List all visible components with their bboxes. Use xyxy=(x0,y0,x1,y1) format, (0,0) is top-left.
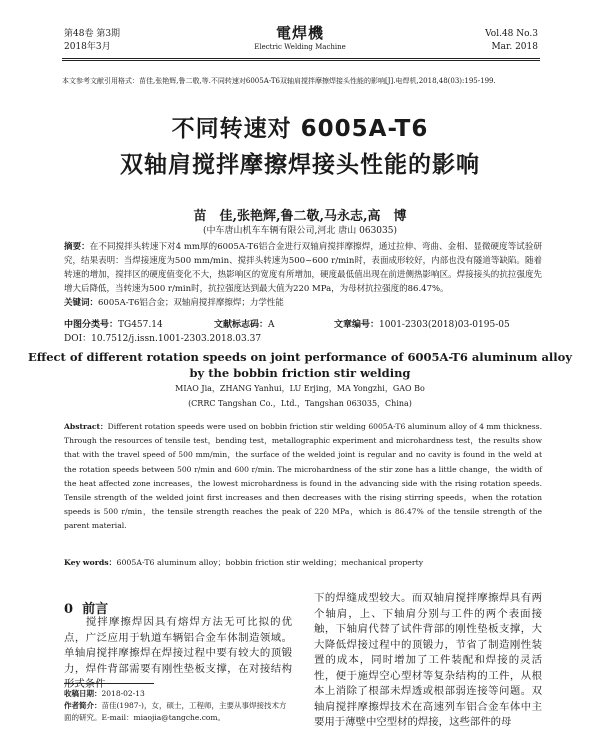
authors-cn: 苗 佳,张艳辉,鲁二敬,马永志,高 博 xyxy=(193,209,407,224)
body-left-text: 搅拌摩擦焊因具有熔焊方法无可比拟的优点，广泛应用于轨道车辆铝合金车体制造领域。单轴肩搅拌摩擦焊在焊接过程中要有较大的顶锻力，焊件背部需要有刚性垫板支撑，在对接结构形式条件 xyxy=(64,616,292,690)
received-date: 2018-02-13 xyxy=(101,689,145,698)
title-cn-line2: 双轴肩搅拌摩擦焊接头性能的影响 xyxy=(120,152,480,178)
citation-format: 本文参考文献引用格式：苗佳,张艳辉,鲁二敬,等.不同转速对6005A-T6双轴肩搅拌摩擦焊接头性能的影响[J].电焊机,2018,48(03):195-199. xyxy=(62,77,496,85)
author-bio: 苗佳(1987-)，女，硕士，工程师，主要从事焊接技术方面的研究。E-mail：miaojia@tangche.com。 xyxy=(64,701,287,722)
body-column-left xyxy=(64,615,292,693)
abstract-en xyxy=(64,420,542,534)
doc-code-label: 文献标志码： xyxy=(214,320,269,330)
header-rule xyxy=(62,58,540,59)
article-number-label: 文章编号： xyxy=(334,320,380,330)
body-column-right xyxy=(314,591,542,731)
journal-name-en: Electric Welding Machine xyxy=(254,43,346,51)
header-date-cn: 2018年3月 xyxy=(64,42,111,52)
header-date-en: Mar. 2018 xyxy=(491,42,538,52)
keywords-cn-label: 关键词： xyxy=(64,298,99,308)
abstract-en-label: Abstract： xyxy=(64,422,108,431)
abstract-en-text: Different rotation speeds were used on bobbin friction stir welding 6005A-T6 aluminum alloy of 4 mm thickness. Through the resources of tensile test，bending test，metallographic experiment and microhardness test，the results show that with the travel speed of 500 mm/min，the surface of the welded joint is regular and no cavity is found in the weld at the rotation speeds between 500 r/min and 600 r/min. The microhardness of the stir zone has a little change，the width of the heat affected zone increases，the lowest microhardness is found in the advancing side with the rising rotation speeds. Tensile strength of the welded joint first increases and then decreases with the rising stirring speeds，when the rotation speeds is 500 r/min，the tensile strength reaches the peak of 220 MPa，which is 86.47% of the tensile strength of the parent material. xyxy=(64,422,542,531)
abstract-cn xyxy=(64,240,542,310)
keywords-en-text: 6005A-T6 aluminum alloy；bobbin friction stir welding；mechanical property xyxy=(116,558,424,567)
title-en-line2: by the bobbin friction stir welding xyxy=(189,366,411,380)
received-label: 收稿日期： xyxy=(64,689,102,698)
footnote xyxy=(64,688,292,724)
journal-logo: 電焊機 xyxy=(275,24,324,42)
keywords-cn-text: 6005A-T6铝合金；双轴肩搅拌摩擦焊；力学性能 xyxy=(98,298,284,308)
body-right-text: 下的焊缝成型较大。而双轴肩搅拌摩擦焊具有两个轴肩，上、下轴肩分别与工件的两个表面接触，下轴肩代替了试件背部的刚性垫板支撑，大大降低焊接过程中的顶锻力，节省了制造刚性装置的成本，同时增加了工件装配和焊接的灵活性，便于施焊空心型材等复杂结构的工件，从根本上消除了根部未焊透或根部弱连接等问题。双轴肩搅拌摩擦焊技术在高速列车铝合金车体中主要用于薄壁中空型材的焊接，这些部件的母 xyxy=(314,592,542,728)
author-bio-label: 作者简介： xyxy=(64,701,102,710)
affiliation-cn: (中车唐山机车车辆有限公司,河北 唐山 063035) xyxy=(203,226,397,236)
keywords-en xyxy=(64,557,542,568)
classification-row xyxy=(64,317,542,330)
footnote-rule xyxy=(64,683,154,684)
abstract-cn-text: 在不同搅拌头转速下对4 mm厚的6005A-T6铝合金进行双轴肩搅拌摩擦焊，通过拉伸、弯曲、金相、显微硬度等试验研究，结果表明：当焊接速度为500 mm/min、搅拌头转速为500~600 r/min时，表面成形较好，内部也没有隧道等缺陷。随着转速的增加，搅拌区的硬度值变化不大，热影响区的宽度有所增加，硬度最低值出现在前进侧热影响区。焊接接头的抗拉强度先增大后降低，当转速为500 r/min时，抗拉强度达到最大值为220 MPa，为母材抗拉强度的86.47%。 xyxy=(64,242,542,294)
section-title: 前言 xyxy=(82,602,109,617)
affiliation-en: (CRRC Tangshan Co.，Ltd.，Tangshan 063035，China) xyxy=(188,399,412,408)
header-volume-en: Vol.48 No.3 xyxy=(485,29,538,39)
article-number-value: 1001-2303(2018)03-0195-05 xyxy=(379,320,510,330)
doi: DOI：10.7512/j.issn.1001-2303.2018.03.37 xyxy=(64,334,262,344)
section-number: 0 xyxy=(64,602,74,617)
title-en-line1: Effect of different rotation speeds on joint performance of 6005A-T6 aluminum alloy xyxy=(28,350,572,364)
clc-label: 中图分类号： xyxy=(64,320,119,330)
authors-en: MIAO Jia，ZHANG Yanhui，LU Erjing，MA Yongzhi，GAO Bo xyxy=(175,384,425,393)
doc-code-value: A xyxy=(268,320,275,330)
header-rule-thin xyxy=(62,60,540,61)
header-issue-en xyxy=(485,28,538,54)
keywords-en-label: Key words： xyxy=(64,558,117,567)
title-cn-line1: 不同转速对 6005A-T6 xyxy=(171,116,429,142)
abstract-cn-label: 摘要： xyxy=(64,242,90,252)
header-volume-cn: 第48卷 第3期 xyxy=(64,29,121,39)
clc-value: TG457.14 xyxy=(118,320,163,330)
